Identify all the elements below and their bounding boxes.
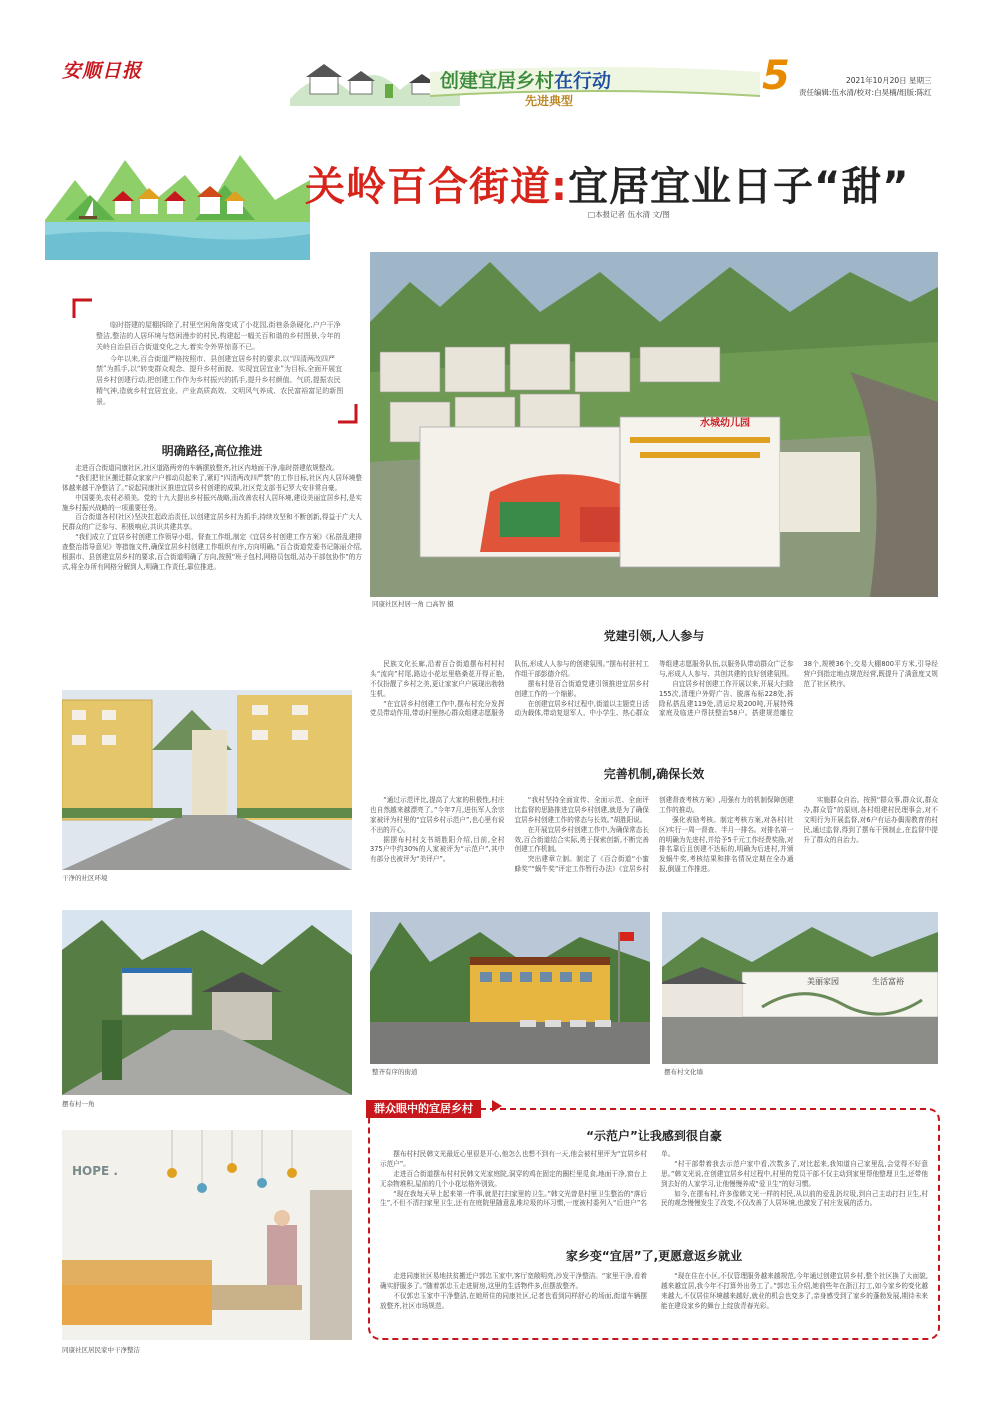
editor-credits: 责任编辑:伍水清/校对:白昊楠/组版:陈红 <box>799 88 932 97</box>
kindergarten-sign: 水城幼儿园 <box>700 418 750 429</box>
caption-street: 整齐有序的街道 <box>372 1068 418 1076</box>
banner-subtitle: 先进典型 <box>525 94 574 108</box>
section-1-body: 走进百合街道同康社区,社区道路两旁的车辆摆放整齐,社区内地面干净,临时搭建依规整改。 “我们把社区搬迁群众家家户户都动员起来了,紧盯“四清两改四严禁”的工作目标,社区内人居环境整体越来越干净整洁了。”说起同康社区推进宜居乡村创建的成果,社区党支部书记罗大安非常自豪。 中国要美,农村必须美。党的十九大提出乡村振兴战略,而改善农村人居环境,建设美丽宜居乡村,是实施乡村振兴战略的一项重要任务。 百合街道各村(社区)坚决扛起政治责任,以创建宜居乡村为抓手,持续攻坚和不断创新,得益于广大人民群众的广泛参与、积极响应,共识共建共享。 “我们成立了宜居乡村创建工作领导小组、督查工作组,制定《宜居乡村创建工作方案》《私搭乱建排查整治指导意见》等措施文件,确保宜居乡村创建工作组织有序,方向明确。”百合街道党委书记陈丽介绍,根据市、县创建宜居乡村的要求,百合街道明确了方向,按照“班子包村,网格员包组,站办干部包协作”的方式,将全办所有网格分解到人,明确工作责任,靠位推进。 <box>62 464 362 571</box>
banner-title: 创建宜居乡村在行动 <box>440 70 612 92</box>
wall-text-2: 生活富裕 <box>872 977 904 986</box>
voices-tag-arrow <box>492 1098 512 1114</box>
masthead-logo: 安顺日报 <box>62 60 143 82</box>
article-title: 关岭百合街道:宜居宜业日子“甜” <box>305 164 910 210</box>
intro-paragraphs <box>72 298 358 422</box>
caption-clean: 干净的社区环境 <box>62 874 108 882</box>
title-landscape-illustration <box>45 150 310 260</box>
caption-wall: 摆布村文化墙 <box>664 1068 703 1076</box>
caption-village: 摆布村一角 <box>62 1100 95 1108</box>
clean-community-photo <box>62 690 352 870</box>
story-2-heading: 家乡变“宜居”了,更愿意返乡就业 <box>565 1249 743 1263</box>
intro-paragraph: 临时搭建的屋棚拆除了,村里空闲角落变成了小花园,街巷条条硬化,户户干净整洁,整洁的人居环境与悠闲漫步的村民,构建起一幅关百和谐的乡村图景,今年的关岭自治县百合街道变化之大,着实令外界惊喜不已。 <box>96 321 341 351</box>
village-photo <box>62 910 352 1095</box>
story-2-body: 走进同康社区易地扶贫搬迁户郭忠玉家中,客厅宽敞明亮,沙发干净整洁。“家里干净,看着确实舒服多了。”随着郭忠玉走进厨房,这里的生活物件多,但摆放整齐。 不仅郭忠玉家中干净整洁,在她所住的同康社区,记者也看到同样舒心的场面,街道车辆摆放整齐,社区市场规范。 “现在住在小区,不仅管理服务越来越规范,今年通过创建宜居乡村,整个社区换了大面貌,越来越宜居,我今年不打算外出务工了。”郭忠玉介绍,她前些年在浙江打工,如今家乡的变化越来越大,不仅居住环境越来越好,就业的机会也变多了,亲身感受到了家乡的蓬勃发展,期待未来能在建设家乡的舞台上绽放青春光彩。 <box>380 1272 928 1310</box>
section-heading-2: 党建引领,人人参与 <box>603 629 705 643</box>
page-number: 5 <box>762 53 790 99</box>
caption-aerial: 同康社区村居一角 □高智 摄 <box>372 600 454 608</box>
issue-date: 2021年10月20日 星期三 <box>846 76 932 85</box>
aerial-photo <box>370 252 938 597</box>
story-1-body: 摆布村村民韩文光最近心里很是开心,他怎么也想不到有一天,他会被村里评为“宜居乡村示范户”。 走进百合街道摆布村村民韩文光家庭院,洞穿的鸡在固定的圈栏里觅食,地面干净,窗台上无杂物堆积,屋前的几个小花坛格外别致。 “现在我每天早上起来第一件事,就是打扫家里的卫生。”韩文光曾是村里卫生整治的“落后生”,不但不清扫家里卫生,还有在庭院里随意乱堆垃圾的坏习惯,一度被村委列入“后进户”名单。 “村干部带着我去示范户家中看,次数多了,对比起来,我知道自己家里乱,会觉得不好意思。”韩文光说,在创建宜居乡村过程中,村里的党员干部不仅主动到家里帮他整理卫生,还带他到去好的人家学习,让他慢慢养成“爱卫生”的好习惯。 如今,在摆布村,许多像韩文光一样的村民,从以前的爱乱扔垃圾,到自己主动打扫卫生,村民的观念慢慢发生了改变,不仅改善了人居环境,也激发了村庄发展的活力。 <box>380 1150 928 1208</box>
home-interior-photo <box>62 1130 352 1340</box>
byline: □本报记者 伍水清 文/图 <box>588 210 670 219</box>
svg-text:HOPE .: HOPE . <box>72 1164 118 1178</box>
voices-tag: 群众眼中的宜居乡村 <box>366 1100 481 1118</box>
section-3-body: “通过示范评比,提高了大家的积极性,村庄也自然越来越漂亮了。”今年7月,进伍军人余宗家被评为村里的“宜居乡村示范户”,也心里有说不出的开心。 据摆布村村支书胡胜阳介绍,目前,全村375户中约30%的人家被评为“示范户”,其中有部分也被评为“美评户”。 “我村坚持全面宣传、全面示范、全面评比监督的思路推进宜居乡村创建,就是为了确保宜居乡村创建工作的常态与长效。”胡胜阳说。 在开展宜居乡村创建工作中,为确保常态长效,百合街道结合实际,勇于探索创新,不断完善创建工作机制。 突出建章立制。制定了《百合街道“小蜜蜂奖”“蜗牛奖”评定工作暂行办法》《宜居乡村创建督查考核方案》,用强有力的机制保障创建工作的推动。 强化表励考核。制定考核方案,对各村(社区)实行一周一督查、半月一排名。对排名第一的明确为先进村,并给予5千元工作经费奖励,对排名靠后且创建不达标的,明确为后进村,并颁发蜗牛奖,考核结果和排名情况定期在全办通报,倒逼工作推进。 实施群众自治。按照“群众事,群众议,群众办,群众管”的原则,各村组建村民理事会,对不文明行为开展监督,对6户有运办偶需教育的村民,通过监督,得到了摆布干预制止,在监督中提升了群众的自治力。 <box>370 796 938 874</box>
section-heading-3: 完善机制,确保长效 <box>603 767 705 781</box>
story-1-heading: “示范户”让我感到很自豪 <box>586 1129 722 1143</box>
section-heading-1: 明确路径,高位推进 <box>161 444 263 458</box>
culture-wall-photo <box>662 912 938 1064</box>
street-photo <box>370 912 650 1064</box>
section-2-body: 民族文化长廊,沿着百合街道摆布村村村头“流向”村尾,路边小花坛里格桑花开得正艳,不仅扮靓了乡村之美,更让家家户户展现出勃勃生机。 “在宜居乡村创建工作中,摆布村充分发挥党员带动作用,带动村里热心群众组建志愿服务队伍,形成人人参与的创建氛围。”摆布村驻村工作组干部彭德介绍。 摆布村是百合街道党建引领推进宜居乡村创建工作的一个缩影。 在创建宜居乡村过程中,街道以主题党日活动为载体,带动复退军人、中小学生、热心群众等组建志愿服务队伍,以服务队带动群众广泛参与,形成人人参与、共创共建的良好创建氛围。 自宜居乡村创建工作开展以来,开展大扫除155次,清理户外野广告、脱落布标228处,拆除私搭乱建119处,清运垃圾200吨,开展特殊家庭及临进户帮扶整治58户。搭建规范雕位38个,规模36个,交易大棚800平方米,引导经营户到指定地点规范经营,既提升了满意度又规范了社区秩序。 <box>370 660 938 718</box>
intro-paragraph: 今年以来,百合街道严格按照市、县创建宜居乡村的要求,以“四清两改四严禁”为抓手,以“转变群众观念、提升乡村面貌、实现宜居宜业”为目标,全面开展宜居乡村创建行动,把创建工作作为乡村振兴的抓手,提升乡村颜值、气质,提振农民精气神,造就乡村宜居宜业、产业高质高效、文明风气养成、农民富裕富足的新图景。 <box>96 354 344 406</box>
caption-home: 同康社区居民家中干净整洁 <box>62 1346 140 1354</box>
wall-text-1: 美丽家园 <box>807 977 839 986</box>
